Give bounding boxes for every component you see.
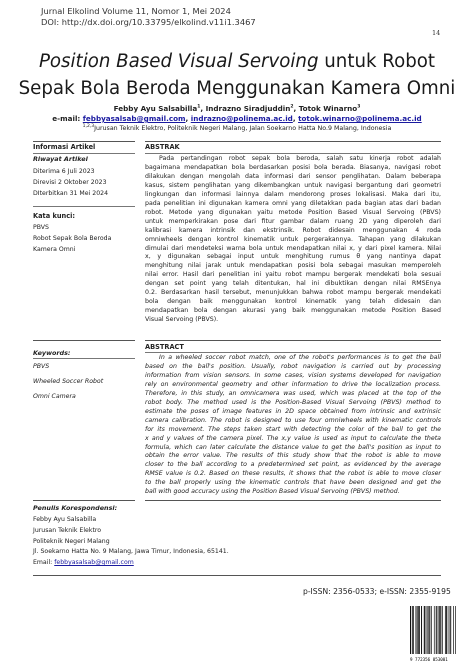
- abstrak-line: Visual Servoing (PBVS).: [145, 316, 219, 324]
- barcode-bar: [425, 606, 426, 654]
- barcode-bar: [424, 606, 425, 654]
- history-item: Direvisi 2 Oktober 2023: [33, 179, 107, 186]
- abstrak-line: kalibrasi kamera intrinsik dan ekstrinsik. Robot didesain menggunakan 4 roda: [145, 226, 441, 234]
- barcode-bar: [418, 606, 419, 654]
- email-link[interactable]: indrazno@polinema.ac.id: [190, 114, 293, 123]
- barcode-bar: [428, 606, 429, 654]
- abstract-line: camera calibration. The robot is designed to use four omniwheels with kinematic controls: [145, 416, 441, 424]
- barcode-bar: [440, 606, 441, 654]
- barcode-bar: [455, 606, 456, 654]
- divider: [33, 500, 135, 501]
- barcode-bar: [446, 606, 447, 654]
- barcode-bar: [439, 606, 440, 654]
- divider: [33, 358, 135, 359]
- divider: [33, 340, 135, 341]
- barcode-bar: [450, 606, 451, 654]
- correspondent-line: Jl. Soekarno Hatta No. 9 Malang, Jawa Timur, Indonesia, 65141.: [33, 548, 229, 556]
- barcode-bar: [431, 606, 432, 654]
- keyword-item: Robot Sepak Bola Beroda: [33, 235, 112, 242]
- barcode-bar: [416, 606, 417, 654]
- abstract-line: formula, which can later calculate the distance value to get the ball's position as input to: [145, 443, 441, 451]
- barcode-bar: [453, 606, 454, 654]
- abstrak-line: pada penelitian ini digunakan kamera omni yang diletakkan pada bagian atas dari badan: [145, 199, 441, 207]
- divider: [145, 352, 441, 353]
- author-mark: 1: [197, 104, 201, 110]
- abstrak-line: robot. Metode yang digunakan yaitu metode Position Based Visual Servoing (PBVS): [145, 208, 441, 216]
- email-label: e-mail:: [52, 114, 81, 123]
- correspondent-line: Politeknik Negeri Malang: [33, 537, 110, 545]
- barcode-bar: [450, 606, 451, 654]
- barcode-bar: [442, 606, 443, 654]
- issn: p-ISSN: 2356-0533; e-ISSN: 2355-9195: [303, 587, 451, 596]
- author-mark: 3: [357, 104, 361, 110]
- abstrak-line: dilakukan dengan mengolah data informasi dari sensor penglihatan. Dalam beberapa: [145, 172, 441, 180]
- keyword-en-item: Wheeled Soccer Robot: [33, 378, 104, 385]
- email-link[interactable]: totok.winarno@polinema.ac.id: [298, 114, 422, 123]
- abstract-line: rely on environmental geometry and other information to drive the localization process.: [145, 380, 441, 388]
- correspondent-line: Jurusan Teknik Elektro: [33, 526, 102, 534]
- title-part-1: untuk Robot: [318, 51, 436, 72]
- abstract-line: based on the ball's position. Usually, robot navigation is carried out by processing: [145, 362, 441, 370]
- divider: [33, 206, 135, 207]
- keyword-item: PBVS: [33, 224, 49, 231]
- barcode-bar: [429, 606, 430, 654]
- history-item: DIterbitkan 31 Mei 2024: [33, 190, 109, 197]
- divider: [33, 575, 441, 576]
- author-name: Indrazno Siradjuddin: [205, 104, 291, 113]
- abstract-line: obtain the error value. The results of this study show that the robot is able to move: [145, 452, 441, 460]
- abstrak-line: x, y digunakan sebagai input untuk menghitung rumus θ yang nantinya dapat: [145, 253, 441, 261]
- abstrak-line: nilai error. Hasil dari penelitian ini yaitu robot mampu bergerak mendekati bola sesuai: [145, 271, 441, 279]
- keywords-list: [33, 222, 111, 255]
- author-mark: 2: [290, 104, 294, 110]
- correspondent-email-label: Email:: [33, 559, 53, 567]
- affiliation: [0, 124, 474, 132]
- keywords-heading: Kata kunci:: [33, 212, 76, 220]
- divider: [33, 141, 135, 142]
- keywords-en-heading: Keywords:: [33, 349, 71, 357]
- barcode-bar: [448, 606, 449, 654]
- abstrak-line: mendapatkan bola dengan akurasi yang baik menggunakan metode Position Based: [145, 307, 441, 315]
- abstrak-line: menghitung nilai jarak untuk mendapatkan posisi bola sebagai masukan memperoleh: [145, 262, 441, 270]
- doi[interactable]: DOI: http://dx.doi.org/10.33795/elkolind.v11i1.3467: [41, 16, 256, 27]
- paper-title: [0, 48, 474, 102]
- abstrak-line: lingkungan dan informasi lainnya dalam mendorong proses lokalisasi. Maka dari itu,: [145, 190, 441, 198]
- abstract-line: information from vision sensors. In some cases, vision systems developed for navigation: [145, 371, 441, 379]
- abstrak-line: omniwheels dengan kontrol kinematik untuk pergerakannya. Tahapan yang dilakukan: [145, 235, 441, 243]
- barcode-bar: [410, 606, 411, 654]
- abstract-line: Therefore, in this study, an omnicamera was used, which was placed at the top of the: [145, 389, 441, 397]
- barcode-bar: [421, 606, 422, 654]
- barcode-bar: [427, 606, 428, 654]
- keyword-en-item: PBVS: [33, 363, 50, 370]
- divider: [33, 153, 135, 154]
- barcode-bar: [445, 606, 446, 654]
- author-list: Febby Ayu Salsabilla$^1$, Indrazno Siradjuddin$^2$, Totok Winarno$^3$: [113, 104, 361, 113]
- correspondent-heading: Penulis Korespondensi:: [33, 504, 118, 512]
- abstract-line: closer to the ball according to a predetermined set point, as evidenced by the average: [145, 461, 441, 469]
- abstract-line: for its movement. The steps taken start with detecting the color of the ball to get the: [145, 425, 441, 433]
- abstrak-heading: ABSTRAK: [145, 143, 180, 151]
- keyword-en-item: Omni Camera: [33, 393, 76, 400]
- barcode: [408, 604, 458, 664]
- abstract-line: ball with good accuracy using the Position Based Visual Servoing (PBVS) method.: [145, 488, 400, 496]
- divider: [145, 340, 441, 341]
- correspondent-info: [33, 515, 229, 569]
- divider: [145, 141, 441, 142]
- abstract-line: x and y values of the camera pixel. The x,y value is used as input to calculate the theta: [145, 434, 441, 442]
- article-info-heading: Informasi Artikel: [33, 143, 96, 151]
- history-heading: Riwayat Artikel: [33, 155, 88, 163]
- affiliation-text: Jurusan Teknik Elektro, Politeknik Negeri Malang, Jalan Soekarno Hatta No.9 Malang, Indonesia: [94, 125, 392, 133]
- journal-header: [41, 6, 256, 27]
- history-list: [33, 166, 108, 199]
- barcode-bar: [412, 606, 413, 654]
- barcode-bar: [434, 606, 435, 654]
- barcode-bar: [413, 606, 414, 654]
- abstrak-line: 0.2. Berdasarkan hasil tersebut, menunjukkan bahwa robot mampu bergerak mendekati: [145, 289, 441, 297]
- abstract-body: [145, 354, 441, 497]
- title-part-2: Sepak Bola Beroda Menggunakan Kamera Omni: [18, 78, 456, 99]
- abstract-line: to the ball properly using the kinematic controls that have been designed and get the: [145, 479, 441, 487]
- abstrak-body: [145, 155, 441, 325]
- keywords-en-list: [33, 361, 103, 402]
- affiliation-marks: 1,2,3: [82, 124, 95, 129]
- barcode-bar: [419, 606, 420, 654]
- journal-name: Jurnal Elkolind Volume 11, Nomor 1, Mei 2024: [41, 6, 231, 16]
- abstrak-line: kasus, sistem penglihatan yang dikembangkan untuk navigasi bergantung dari geometri: [145, 181, 441, 189]
- abstrak-line: Pada pertandingan robot sepak bola beroda, salah satu kinerja robot adalah: [159, 155, 441, 162]
- abstract-line: robot body. The method used is the Position-Based Visual Servoing (PBVS) method to: [145, 398, 441, 406]
- history-item: Diterima 6 Juli 2023: [33, 168, 95, 175]
- title-italic-part: Position Based Visual Servoing: [38, 51, 319, 72]
- page-number: 14: [432, 29, 441, 37]
- author-name: Febby Ayu Salsabilla: [113, 104, 198, 113]
- barcode-bar: [439, 606, 440, 654]
- barcode-bar: [436, 606, 437, 654]
- barcode-graphic: [408, 604, 458, 664]
- barcode-bar: [417, 606, 418, 654]
- author-name: Totok Winarno: [298, 104, 358, 113]
- keyword-item: Kamera Omni: [33, 246, 76, 253]
- barcode-number: 9 772356 053001: [410, 657, 448, 662]
- barcode-bar: [437, 606, 438, 654]
- abstrak-line: dimulai dari mendeteksi warna bola untuk mendapatkan nilai x, y dari pixel kamera. Nilai: [145, 244, 441, 252]
- email-link[interactable]: febbyasalsab@gmail.com: [82, 114, 186, 123]
- abstract-heading: ABSTRACT: [145, 343, 184, 351]
- abstract-line: In a wheeled soccer robot match, one of the robot's performances is to get the ball: [159, 354, 441, 361]
- abstrak-line: dengan set point yang telah ditentukan, hal ini dibuktikan dengan nilai RMSEnya: [145, 280, 441, 288]
- divider: [145, 500, 441, 501]
- abstrak-line: bagaimana mendapatkan bola berdasarkan posisi bola berada. Biasanya, navigasi robot: [145, 163, 441, 171]
- divider: [145, 153, 441, 154]
- abstrak-line: untuk memperkirakan pose dari fitur gambar dalam ruang 2D yang diperoleh dari: [145, 217, 441, 225]
- correspondent-line: Febby Ayu Salsabilla: [33, 516, 97, 523]
- abstract-line: estimate the poses of image features in 2D space obtained from intrinsic and extrinsic: [145, 407, 441, 415]
- author-emails: e-mail: febbyasalsab@gmail.com, indrazno@polinema.ac.id, totok.winarno@polinema.ac.id: [52, 114, 422, 123]
- correspondent-email-link[interactable]: febbyasalsab@gmail.com: [54, 559, 134, 567]
- abstract-line: RMSE value is 0.2. Based on these results, it shows that the robot is able to move closer: [145, 470, 441, 478]
- abstrak-line: bola dengan baik menggunakan kontrol kinematik yang telah didesain dan: [145, 298, 441, 306]
